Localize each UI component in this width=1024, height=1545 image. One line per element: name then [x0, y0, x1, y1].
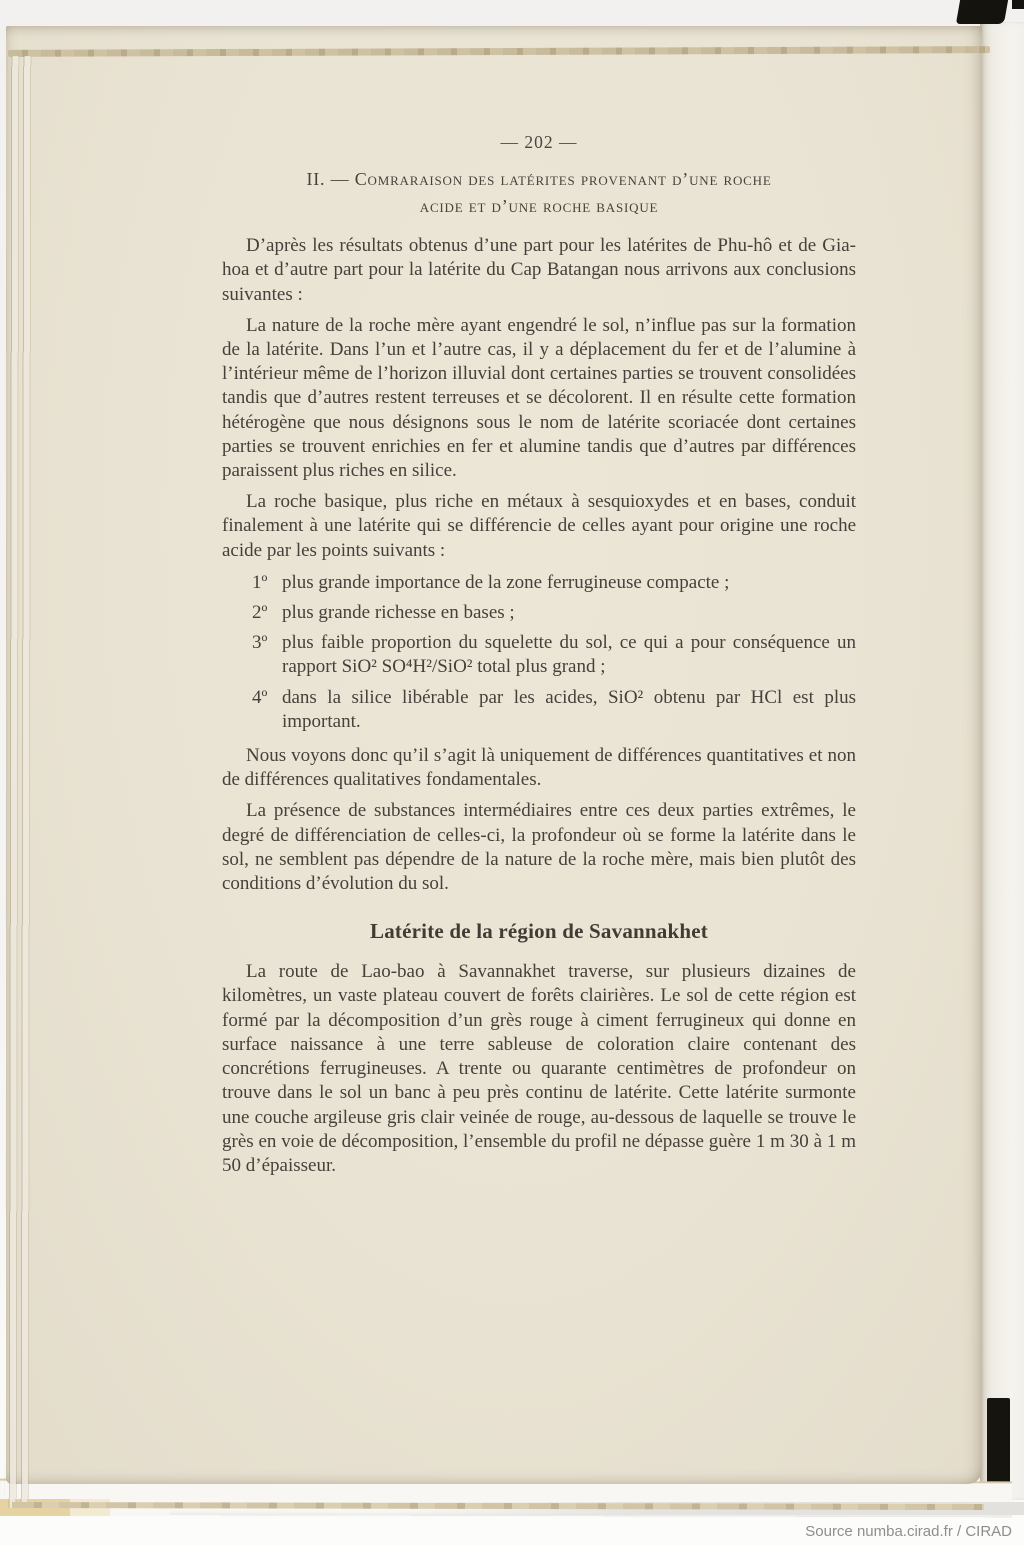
- section-heading-line1: II. — Comraraison des latérites provenant d’une roche: [306, 169, 772, 190]
- page-number: — 202 —: [500, 132, 578, 152]
- section-heading-line2: acide et d’une roche basique: [419, 196, 659, 217]
- credit-bar: [0, 1518, 1024, 1545]
- paragraph-conclusion-quantitative: Nous voyons donc qu’il s’agit là uniquement de différences quantitatives et non de différences qualitatives fondamentales.: [222, 745, 856, 791]
- list-item: [222, 686, 856, 734]
- paragraph-roche-basique: La roche basique, plus riche en métaux à sesquioxydes et en bases, conduit finalement à une latérite qui se différencie de celles ayant pour origine une roche acide par les points suivants :: [222, 491, 856, 561]
- list-item-marker: 4º: [252, 686, 268, 708]
- adjacent-page-edge: [980, 22, 1024, 1500]
- list-item-text: plus grande importance de la zone ferrugineuse compacte ;: [282, 571, 730, 593]
- list-item: [222, 631, 856, 679]
- paragraph-savannakhet: La route de Lao-bao à Savannakhet traverse, sur plusieurs dizaines de kilomètres, un vaste plateau couvert de forêts clairières. Le sol de cette région est formé par la décomposition d’un grès rouge à ciment ferrugineux qui donne en surface naissance à une terre sableuse de coloration claire contenant des concrétions ferrugineuses. A trente ou quarante centimètres de profondeur on trouve dans le sol un banc à peu près continu de latérite. Cette latérite surmonte une couche argileuse gris clair veinée de rouge, au-dessous de laquelle se trouve le grès en voie de décomposition, l’ensemble du profil ne dépasse guère 1 m 30 à 1 m 50 d’épaisseur.: [222, 961, 856, 1176]
- list-item-text: dans la silice libérable par les acides, SiO² obtenu par HCl est plus important.: [282, 686, 856, 732]
- paragraph-nature-roche: La nature de la roche mère ayant engendré le sol, n’influe pas sur la formation de la latérite. Dans l’un et l’autre cas, il y a déplacement du fer et de l’alumine à l’intérieur même de l’horizon illuvial dont certaines parties se trouvent consolidées tandis que d’autres restent terreuses et se décolorent. Il en résulte cette formation hétérogène que nous désignons sous le nom de latérite scoriacée dont certaines parties se trouvent enrichies en fer et alumine tandis que d’autres par différences paraissent plus riches en silice.: [222, 314, 856, 482]
- credit-text: Source numba.cirad.fr / CIRAD: [805, 1523, 1012, 1540]
- subsection-heading: Latérite de la région de Savannakhet: [370, 919, 708, 944]
- list-item-marker: 3º: [252, 632, 268, 654]
- scanner-black-strip-bottom-right: [987, 1398, 1010, 1486]
- book-page: [6, 26, 982, 1484]
- list-item-marker: 2º: [252, 602, 268, 624]
- page-deckle-edge-top: [8, 46, 990, 57]
- conclusions-list: [222, 571, 856, 734]
- scanner-black-sliver-top-right: [1012, 0, 1024, 9]
- list-item: [222, 571, 856, 595]
- list-item-marker: 1º: [252, 571, 268, 593]
- page-content: [222, 130, 856, 1178]
- list-item: [222, 601, 856, 625]
- list-item-text: plus grande richesse en bases ;: [282, 602, 515, 624]
- page-deckle-edge-left: [5, 56, 34, 1508]
- section-heading: [222, 166, 856, 220]
- scanner-black-corner-top-right: [956, 0, 1008, 24]
- list-item-text: plus faible proportion du squelette du sol, ce qui a pour conséquence un rapport SiO² SO⁴H²/SiO² total plus grand ;: [282, 632, 856, 678]
- paragraph-intro: D’après les résultats obtenus d’une part pour les latérites de Phu-hô et de Gia-hoa et d’autre part pour la latérite du Cap Batangan nous arrivons aux conclusions suivantes :: [222, 235, 856, 305]
- paragraph-substances-intermediaires: La présence de substances intermédiaires entre ces deux parties extrêmes, le degré de différenciation de celles-ci, la profondeur où se forme la latérite dans le sol, ne semblent pas dépendre de la nature de la roche mère, mais bien plutôt des conditions d’évolution du sol.: [222, 800, 856, 895]
